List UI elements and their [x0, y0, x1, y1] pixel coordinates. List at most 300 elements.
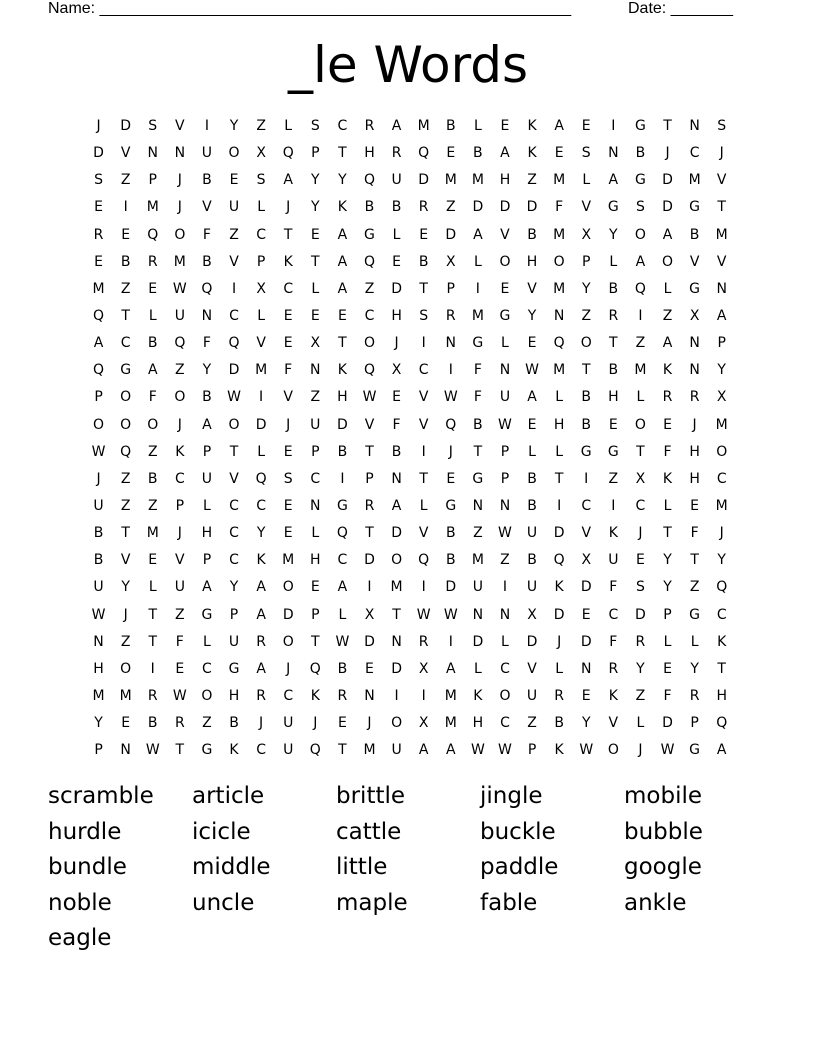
- grid-letter[interactable]: L: [609, 253, 618, 270]
- grid-letter[interactable]: L: [636, 389, 645, 406]
- grid-letter[interactable]: Z: [120, 633, 131, 650]
- grid-letter[interactable]: X: [310, 335, 321, 352]
- grid-letter[interactable]: O: [634, 416, 646, 433]
- grid-letter[interactable]: E: [392, 253, 401, 270]
- grid-letter[interactable]: P: [148, 172, 157, 189]
- grid-letter[interactable]: H: [716, 687, 727, 704]
- grid-letter[interactable]: J: [692, 416, 697, 433]
- grid-letter[interactable]: C: [229, 552, 239, 569]
- grid-letter[interactable]: Y: [311, 199, 320, 216]
- grid-letter[interactable]: A: [662, 335, 673, 352]
- grid-letter[interactable]: L: [203, 497, 211, 514]
- grid-letter[interactable]: I: [557, 497, 562, 514]
- grid-letter[interactable]: R: [147, 253, 158, 270]
- grid-letter[interactable]: E: [446, 145, 456, 162]
- grid-letter[interactable]: A: [716, 742, 727, 759]
- grid-letter[interactable]: D: [282, 606, 294, 623]
- grid-letter[interactable]: M: [390, 579, 403, 596]
- grid-letter[interactable]: A: [256, 660, 266, 677]
- grid-letter[interactable]: U: [174, 307, 185, 324]
- grid-letter[interactable]: B: [527, 226, 537, 243]
- grid-letter[interactable]: Q: [445, 416, 457, 433]
- grid-letter[interactable]: R: [147, 687, 158, 704]
- grid-letter[interactable]: O: [662, 253, 674, 270]
- grid-letter[interactable]: L: [663, 280, 672, 297]
- grid-letter[interactable]: T: [581, 362, 591, 379]
- grid-letter[interactable]: T: [175, 742, 185, 759]
- grid-letter[interactable]: P: [582, 253, 591, 270]
- grid-letter[interactable]: B: [608, 280, 619, 297]
- grid-letter[interactable]: P: [717, 335, 726, 352]
- grid-letter[interactable]: N: [472, 497, 484, 514]
- grid-letter[interactable]: B: [445, 552, 456, 569]
- grid-letter[interactable]: X: [716, 389, 727, 406]
- grid-letter[interactable]: E: [337, 715, 347, 732]
- grid-letter[interactable]: D: [472, 633, 484, 650]
- grid-letter[interactable]: V: [175, 118, 185, 134]
- grid-letter[interactable]: T: [121, 525, 130, 542]
- grid-letter[interactable]: U: [228, 633, 240, 650]
- grid-letter[interactable]: H: [689, 470, 700, 487]
- grid-letter[interactable]: B: [445, 525, 456, 542]
- grid-letter[interactable]: G: [201, 742, 213, 759]
- grid-letter[interactable]: X: [418, 660, 429, 677]
- grid-letter[interactable]: Q: [147, 226, 159, 243]
- grid-letter[interactable]: B: [581, 389, 592, 406]
- grid-letter[interactable]: O: [580, 335, 592, 352]
- grid-letter[interactable]: V: [581, 525, 592, 542]
- grid-letter[interactable]: S: [717, 118, 727, 134]
- grid-letter[interactable]: U: [310, 416, 321, 433]
- grid-letter[interactable]: N: [689, 335, 700, 352]
- grid-letter[interactable]: J: [286, 199, 291, 216]
- grid-letter[interactable]: G: [228, 660, 240, 677]
- grid-letter[interactable]: A: [716, 307, 727, 324]
- grid-letter[interactable]: C: [256, 226, 266, 243]
- grid-letter[interactable]: E: [527, 335, 537, 352]
- grid-letter[interactable]: O: [93, 416, 105, 433]
- grid-letter[interactable]: J: [286, 416, 291, 433]
- grid-letter[interactable]: D: [580, 633, 592, 650]
- grid-letter[interactable]: P: [229, 606, 239, 623]
- grid-letter[interactable]: E: [310, 226, 320, 243]
- grid-letter[interactable]: U: [228, 199, 240, 216]
- grid-letter[interactable]: P: [94, 742, 103, 759]
- grid-letter[interactable]: R: [689, 687, 700, 704]
- grid-letter[interactable]: E: [554, 145, 564, 162]
- grid-letter[interactable]: S: [94, 172, 103, 189]
- grid-letter[interactable]: L: [528, 443, 536, 460]
- grid-letter[interactable]: N: [310, 497, 321, 514]
- grid-letter[interactable]: M: [553, 226, 566, 243]
- grid-letter[interactable]: Z: [120, 470, 131, 487]
- grid-letter[interactable]: K: [662, 362, 673, 379]
- grid-letter[interactable]: Y: [581, 280, 591, 297]
- grid-letter[interactable]: P: [663, 606, 672, 623]
- grid-letter[interactable]: M: [553, 280, 566, 297]
- grid-letter[interactable]: A: [608, 172, 619, 189]
- grid-letter[interactable]: X: [635, 470, 646, 487]
- grid-letter[interactable]: W: [416, 606, 431, 623]
- grid-letter[interactable]: K: [229, 742, 239, 759]
- grid-letter[interactable]: E: [283, 307, 293, 324]
- grid-letter[interactable]: O: [499, 253, 511, 270]
- grid-letter[interactable]: W: [335, 633, 350, 650]
- grid-letter[interactable]: Q: [120, 443, 132, 460]
- grid-letter[interactable]: A: [635, 253, 646, 270]
- grid-letter[interactable]: R: [689, 389, 700, 406]
- grid-letter[interactable]: L: [148, 307, 157, 324]
- grid-letter[interactable]: Q: [716, 715, 728, 732]
- grid-letter[interactable]: M: [553, 362, 566, 379]
- grid-letter[interactable]: F: [690, 525, 699, 542]
- grid-letter[interactable]: P: [202, 443, 212, 460]
- grid-letter[interactable]: H: [228, 687, 240, 704]
- grid-letter[interactable]: G: [120, 362, 132, 379]
- grid-letter[interactable]: Z: [689, 579, 700, 596]
- grid-letter[interactable]: G: [689, 199, 701, 216]
- grid-letter[interactable]: P: [94, 389, 103, 406]
- grid-letter[interactable]: B: [473, 416, 483, 433]
- grid-letter[interactable]: F: [202, 335, 211, 352]
- grid-letter[interactable]: D: [472, 199, 484, 216]
- grid-letter[interactable]: J: [177, 172, 182, 189]
- grid-letter[interactable]: A: [391, 118, 402, 134]
- grid-letter[interactable]: T: [717, 660, 726, 677]
- grid-letter[interactable]: Q: [309, 742, 321, 759]
- grid-letter[interactable]: E: [608, 416, 618, 433]
- grid-letter[interactable]: V: [608, 715, 619, 732]
- grid-letter[interactable]: R: [418, 633, 429, 650]
- grid-letter[interactable]: D: [526, 199, 538, 216]
- grid-letter[interactable]: M: [471, 552, 484, 569]
- grid-letter[interactable]: W: [172, 687, 187, 704]
- grid-letter[interactable]: N: [93, 633, 104, 650]
- grid-letter[interactable]: Q: [363, 172, 375, 189]
- grid-letter[interactable]: X: [391, 362, 402, 379]
- grid-letter[interactable]: E: [527, 416, 537, 433]
- grid-letter[interactable]: B: [581, 416, 592, 433]
- grid-letter[interactable]: H: [93, 660, 104, 677]
- grid-letter[interactable]: O: [120, 416, 132, 433]
- grid-letter[interactable]: O: [228, 416, 240, 433]
- grid-letter[interactable]: T: [717, 199, 726, 216]
- date-field-label[interactable]: Date: _______: [628, 0, 733, 17]
- grid-letter[interactable]: Y: [717, 552, 726, 569]
- grid-letter[interactable]: C: [500, 715, 510, 732]
- grid-letter[interactable]: Q: [716, 579, 728, 596]
- grid-letter[interactable]: A: [337, 579, 348, 596]
- grid-letter[interactable]: Q: [282, 145, 294, 162]
- grid-letter[interactable]: V: [120, 552, 131, 569]
- grid-letter[interactable]: U: [174, 579, 185, 596]
- grid-letter[interactable]: E: [310, 579, 320, 596]
- grid-letter[interactable]: O: [363, 335, 375, 352]
- grid-letter[interactable]: O: [120, 660, 132, 677]
- grid-letter[interactable]: Z: [175, 606, 185, 623]
- grid-letter[interactable]: Y: [663, 552, 672, 569]
- grid-letter[interactable]: O: [607, 742, 619, 759]
- grid-letter[interactable]: N: [364, 687, 375, 704]
- grid-letter[interactable]: E: [365, 660, 374, 677]
- grid-letter[interactable]: B: [689, 226, 700, 243]
- grid-letter[interactable]: A: [93, 335, 104, 352]
- grid-letter[interactable]: Q: [228, 335, 240, 352]
- grid-letter[interactable]: Z: [635, 335, 646, 352]
- grid-letter[interactable]: C: [120, 335, 131, 352]
- grid-letter[interactable]: Z: [635, 687, 646, 704]
- name-field-label[interactable]: Name: _____________________________________________________: [48, 0, 572, 17]
- grid-letter[interactable]: Q: [418, 145, 430, 162]
- grid-letter[interactable]: Y: [717, 362, 726, 379]
- grid-letter[interactable]: E: [581, 606, 591, 623]
- grid-letter[interactable]: C: [716, 606, 727, 623]
- grid-letter[interactable]: B: [527, 470, 537, 487]
- grid-letter[interactable]: B: [93, 552, 104, 569]
- grid-letter[interactable]: D: [553, 606, 565, 623]
- grid-letter[interactable]: J: [96, 470, 101, 487]
- grid-letter[interactable]: P: [500, 470, 510, 487]
- grid-letter[interactable]: I: [448, 633, 453, 650]
- grid-letter[interactable]: R: [554, 687, 564, 704]
- grid-letter[interactable]: V: [418, 389, 429, 406]
- grid-letter[interactable]: Z: [175, 362, 185, 379]
- grid-letter[interactable]: B: [147, 335, 158, 352]
- grid-letter[interactable]: B: [473, 145, 483, 162]
- grid-letter[interactable]: R: [445, 307, 456, 324]
- grid-letter[interactable]: R: [608, 660, 619, 677]
- grid-letter[interactable]: B: [554, 715, 564, 732]
- grid-letter[interactable]: J: [286, 660, 291, 677]
- grid-letter[interactable]: C: [581, 497, 592, 514]
- grid-letter[interactable]: D: [553, 525, 565, 542]
- grid-letter[interactable]: E: [663, 660, 672, 677]
- grid-letter[interactable]: Q: [363, 253, 375, 270]
- grid-letter[interactable]: Z: [527, 172, 537, 189]
- grid-letter[interactable]: W: [498, 525, 512, 542]
- grid-letter[interactable]: W: [443, 389, 458, 406]
- grid-letter[interactable]: T: [609, 335, 618, 352]
- grid-letter[interactable]: H: [391, 307, 402, 324]
- grid-letter[interactable]: B: [418, 253, 429, 270]
- grid-letter[interactable]: B: [337, 443, 348, 460]
- grid-letter[interactable]: I: [421, 687, 426, 704]
- grid-letter[interactable]: D: [580, 579, 592, 596]
- grid-letter[interactable]: Z: [202, 715, 212, 732]
- grid-letter[interactable]: M: [146, 525, 159, 542]
- grid-letter[interactable]: C: [229, 307, 239, 324]
- grid-letter[interactable]: W: [470, 742, 485, 759]
- grid-letter[interactable]: O: [282, 579, 294, 596]
- grid-letter[interactable]: E: [148, 552, 158, 569]
- grid-letter[interactable]: L: [473, 660, 482, 677]
- grid-letter[interactable]: I: [150, 660, 155, 677]
- grid-letter[interactable]: M: [688, 172, 701, 189]
- grid-letter[interactable]: O: [282, 633, 294, 650]
- grid-letter[interactable]: J: [313, 715, 318, 732]
- grid-letter[interactable]: O: [147, 416, 159, 433]
- grid-letter[interactable]: J: [367, 715, 372, 732]
- grid-letter[interactable]: W: [443, 606, 458, 623]
- grid-letter[interactable]: X: [689, 307, 700, 324]
- grid-letter[interactable]: Z: [120, 172, 131, 189]
- grid-letter[interactable]: D: [120, 118, 132, 134]
- grid-letter[interactable]: I: [421, 579, 426, 596]
- grid-letter[interactable]: E: [121, 226, 131, 243]
- grid-letter[interactable]: H: [201, 525, 213, 542]
- grid-letter[interactable]: D: [391, 660, 402, 677]
- grid-letter[interactable]: Z: [147, 497, 158, 514]
- grid-letter[interactable]: L: [582, 172, 591, 189]
- grid-letter[interactable]: M: [119, 687, 132, 704]
- grid-letter[interactable]: W: [362, 389, 377, 406]
- grid-letter[interactable]: Z: [256, 118, 266, 134]
- grid-letter[interactable]: L: [636, 715, 645, 732]
- grid-letter[interactable]: S: [310, 118, 320, 134]
- grid-letter[interactable]: L: [284, 118, 293, 134]
- grid-letter[interactable]: G: [580, 443, 592, 460]
- grid-letter[interactable]: Y: [636, 660, 645, 677]
- grid-letter[interactable]: P: [500, 443, 510, 460]
- grid-letter[interactable]: E: [283, 335, 293, 352]
- grid-letter[interactable]: R: [364, 118, 375, 134]
- grid-letter[interactable]: X: [581, 552, 592, 569]
- grid-letter[interactable]: A: [147, 362, 158, 379]
- grid-letter[interactable]: L: [555, 389, 564, 406]
- grid-letter[interactable]: U: [526, 687, 538, 704]
- grid-letter[interactable]: M: [634, 362, 647, 379]
- grid-letter[interactable]: M: [715, 497, 728, 514]
- grid-letter[interactable]: R: [256, 687, 266, 704]
- grid-letter[interactable]: D: [662, 199, 673, 216]
- grid-letter[interactable]: C: [689, 145, 700, 162]
- grid-letter[interactable]: N: [716, 280, 727, 297]
- grid-letter[interactable]: V: [716, 172, 727, 189]
- grid-letter[interactable]: M: [173, 253, 186, 270]
- grid-letter[interactable]: T: [663, 525, 672, 542]
- grid-letter[interactable]: J: [665, 145, 670, 162]
- grid-letter[interactable]: F: [473, 389, 482, 406]
- grid-letter[interactable]: V: [283, 389, 293, 406]
- grid-letter[interactable]: F: [663, 443, 672, 460]
- grid-letter[interactable]: E: [663, 416, 672, 433]
- grid-letter[interactable]: Z: [527, 715, 537, 732]
- grid-letter[interactable]: L: [555, 443, 564, 460]
- grid-letter[interactable]: C: [256, 497, 266, 514]
- grid-letter[interactable]: B: [147, 470, 158, 487]
- grid-letter[interactable]: R: [608, 307, 619, 324]
- grid-letter[interactable]: G: [689, 280, 701, 297]
- grid-letter[interactable]: Y: [229, 118, 239, 134]
- grid-letter[interactable]: P: [175, 497, 185, 514]
- grid-letter[interactable]: L: [257, 307, 266, 324]
- grid-letter[interactable]: O: [391, 552, 403, 569]
- grid-letter[interactable]: D: [364, 552, 375, 569]
- grid-letter[interactable]: G: [634, 172, 646, 189]
- grid-letter[interactable]: C: [174, 470, 185, 487]
- grid-letter[interactable]: M: [363, 742, 376, 759]
- grid-letter[interactable]: V: [120, 145, 131, 162]
- grid-letter[interactable]: K: [527, 145, 537, 162]
- grid-letter[interactable]: Q: [336, 525, 348, 542]
- grid-letter[interactable]: Q: [553, 335, 565, 352]
- grid-letter[interactable]: E: [148, 280, 158, 297]
- grid-letter[interactable]: J: [96, 118, 101, 134]
- grid-letter[interactable]: U: [391, 172, 402, 189]
- grid-letter[interactable]: E: [446, 470, 456, 487]
- grid-letter[interactable]: A: [283, 172, 293, 189]
- grid-letter[interactable]: Z: [662, 307, 673, 324]
- grid-letter[interactable]: T: [392, 606, 401, 623]
- grid-letter[interactable]: N: [147, 145, 158, 162]
- grid-letter[interactable]: G: [336, 497, 348, 514]
- grid-letter[interactable]: Q: [93, 362, 105, 379]
- grid-letter[interactable]: G: [689, 606, 701, 623]
- grid-letter[interactable]: P: [446, 280, 455, 297]
- grid-letter[interactable]: Y: [94, 715, 103, 732]
- grid-letter[interactable]: P: [690, 715, 699, 732]
- grid-letter[interactable]: B: [202, 253, 212, 270]
- grid-letter[interactable]: B: [93, 525, 104, 542]
- grid-letter[interactable]: B: [527, 497, 537, 514]
- grid-letter[interactable]: M: [92, 280, 105, 297]
- grid-letter[interactable]: H: [499, 172, 511, 189]
- grid-letter[interactable]: E: [337, 307, 347, 324]
- grid-letter[interactable]: T: [338, 742, 347, 759]
- grid-letter[interactable]: X: [445, 253, 456, 270]
- grid-letter[interactable]: O: [174, 389, 186, 406]
- grid-letter[interactable]: I: [231, 280, 237, 297]
- grid-letter[interactable]: W: [579, 742, 594, 759]
- grid-letter[interactable]: Q: [363, 362, 375, 379]
- grid-letter[interactable]: T: [365, 443, 374, 460]
- grid-letter[interactable]: N: [608, 145, 619, 162]
- grid-letter[interactable]: E: [581, 687, 591, 704]
- grid-letter[interactable]: V: [527, 660, 537, 677]
- grid-letter[interactable]: M: [715, 226, 728, 243]
- grid-letter[interactable]: J: [638, 742, 643, 759]
- grid-letter[interactable]: D: [93, 145, 104, 162]
- grid-letter[interactable]: R: [364, 497, 375, 514]
- grid-letter[interactable]: I: [123, 199, 128, 216]
- grid-letter[interactable]: E: [175, 660, 185, 677]
- grid-letter[interactable]: T: [365, 525, 374, 542]
- grid-letter[interactable]: M: [146, 199, 159, 216]
- grid-letter[interactable]: S: [283, 470, 293, 487]
- grid-letter[interactable]: Y: [581, 715, 591, 732]
- grid-letter[interactable]: K: [554, 742, 564, 759]
- grid-letter[interactable]: E: [283, 525, 293, 542]
- grid-letter[interactable]: L: [203, 633, 211, 650]
- grid-letter[interactable]: F: [609, 579, 618, 596]
- grid-letter[interactable]: N: [472, 606, 484, 623]
- grid-letter[interactable]: E: [392, 389, 401, 406]
- grid-letter[interactable]: Y: [609, 226, 618, 243]
- grid-letter[interactable]: C: [283, 687, 294, 704]
- grid-letter[interactable]: K: [662, 470, 673, 487]
- grid-letter[interactable]: Q: [255, 470, 267, 487]
- grid-letter[interactable]: G: [472, 470, 484, 487]
- grid-letter[interactable]: F: [392, 416, 401, 433]
- grid-letter[interactable]: O: [553, 253, 565, 270]
- grid-letter[interactable]: V: [581, 199, 592, 216]
- grid-letter[interactable]: W: [91, 606, 106, 623]
- grid-letter[interactable]: K: [608, 525, 618, 542]
- grid-letter[interactable]: B: [391, 443, 402, 460]
- grid-letter[interactable]: I: [421, 335, 426, 352]
- grid-letter[interactable]: Q: [174, 335, 186, 352]
- grid-letter[interactable]: I: [502, 579, 508, 596]
